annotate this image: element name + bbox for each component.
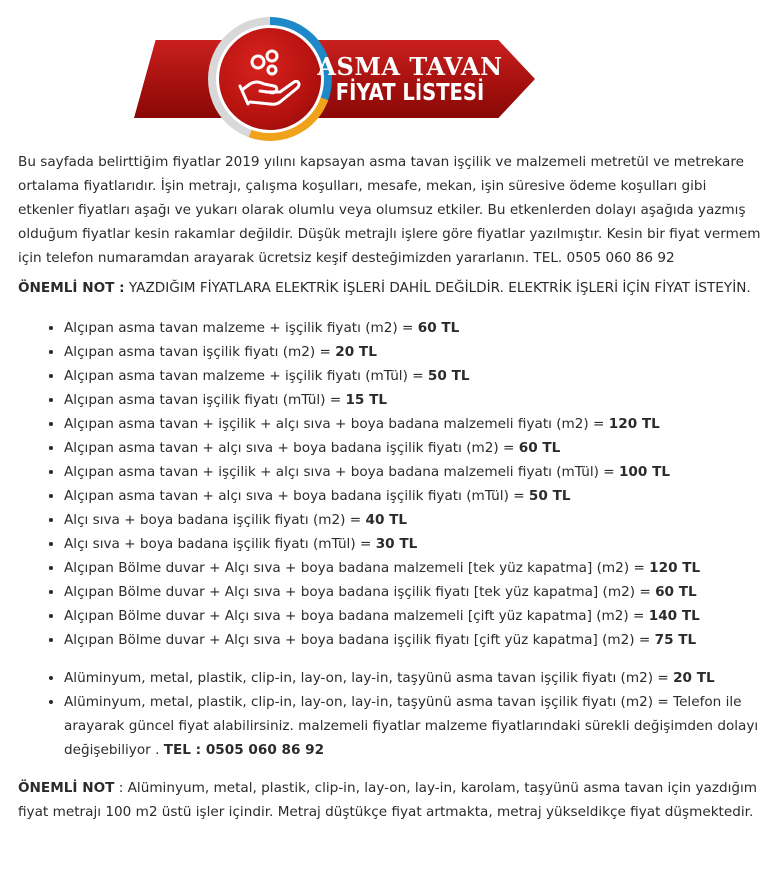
price-value: 75 TL [654, 632, 697, 648]
price-item-text: Alçıpan asma tavan malzeme + işçilik fiyatı (mTül) = [64, 368, 428, 384]
price-item-text: Alçıpan Bölme duvar + Alçı sıva + boya badana işçilik fiyatı [çift yüz kapatma] (m2) = [64, 632, 655, 648]
price-item-text: Alçıpan asma tavan + işçilik + alçı sıva + boya badana malzemeli fiyatı (m2) = [64, 416, 609, 432]
price-item [64, 628, 763, 652]
price-item-text: Alçıpan Bölme duvar + Alçı sıva + boya badana malzemeli [çift yüz kapatma] (m2) = [64, 608, 649, 624]
price-item [64, 556, 763, 580]
price-item [64, 580, 763, 604]
price-item [64, 364, 763, 388]
price-item [64, 460, 763, 484]
price-value: 15 TL [345, 392, 388, 408]
price-item-text: Alüminyum, metal, plastik, clip-in, lay-on, lay-in, taşyünü asma tavan işçilik fiyatı (m2) = [64, 670, 674, 686]
price-item-text: Alçı sıva + boya badana işçilik fiyatı (m2) = [64, 512, 366, 528]
hand-coins-icon [236, 46, 304, 108]
price-item [64, 388, 763, 412]
price-item [64, 412, 763, 436]
price-value: 120 TL [649, 560, 701, 576]
price-value: 50 TL [427, 368, 470, 384]
price-item [64, 436, 763, 460]
note-text: YAZDIĞIM FİYATLARA ELEKTRİK İŞLERİ DAHİL DEĞİLDİR. ELEKTRİK İŞLERİ İÇİN FİYAT İSTEYİN. [124, 280, 751, 296]
banner-title: ASMA TAVAN [317, 52, 503, 81]
price-item-text: Alçıpan asma tavan işçilik fiyatı (m2) = [64, 344, 336, 360]
price-item-text: Alçıpan asma tavan malzeme + işçilik fiyatı (m2) = [64, 320, 418, 336]
price-value: 60 TL [417, 320, 460, 336]
article-content [18, 150, 763, 824]
price-item [64, 508, 763, 532]
important-note-electric [18, 276, 763, 300]
price-item-text: Alçıpan asma tavan + işçilik + alçı sıva + boya badana malzemeli fiyatı (mTül) = [64, 464, 619, 480]
note-label: ÖNEMLİ NOT [18, 780, 115, 796]
important-note-metraj [18, 776, 763, 824]
price-item-text: Alçıpan asma tavan + alçı sıva + boya badana işçilik fiyatı (mTül) = [64, 488, 529, 504]
intro-paragraph: Bu sayfada belirttiğim fiyatlar 2019 yılını kapsayan asma tavan işçilik ve malzemeli metretül ve metrekare ortalama fiyatlarıdır. İşin metrajı, çalışma koşulları, mesafe, mekan, işin süresive ödeme koşulları gibi etkenler fiyatları aşağı ve yukarı olarak olumlu veya olumsuz etkiler. Bu etkenlerden dolayı aşağıda yazmış olduğum fiyatlar kesin rakamlar değildir. Düşük metrajlı işlere göre fiyatlar yazılmıştır. Kesin bir fiyat vermem için telefon numaramdan arayarak ücretsiz keşif desteğimizden yararlanın. TEL. 0505 060 86 92 [18, 154, 761, 266]
price-value: 60 TL [518, 440, 561, 456]
note-text: : Alüminyum, metal, plastik, clip-in, lay-on, lay-in, karolam, taşyünü asma tavan için yazdığım fiyat metrajı 100 m2 üstü işler içindir. Metraj düştükçe fiyat artmakta, metraj yükseldikçe fiyat düşmektedir. [18, 780, 758, 820]
price-value: 60 TL [655, 584, 697, 600]
phone-number: TEL : 0505 060 86 92 [163, 742, 325, 758]
price-value: 100 TL [618, 464, 671, 480]
price-value: 50 TL [528, 488, 571, 504]
price-item-text: Alçıpan asma tavan işçilik fiyatı (mTül) = [64, 392, 346, 408]
price-item-text: Alçıpan Bölme duvar + Alçı sıva + boya badana işçilik fiyatı [tek yüz kapatma] (m2) = [64, 584, 656, 600]
price-item [64, 690, 763, 762]
price-item [64, 316, 763, 340]
price-item [64, 532, 763, 556]
price-value: 20 TL [335, 344, 377, 360]
price-item-text: Alçı sıva + boya badana işçilik fiyatı (mTül) = [64, 536, 376, 552]
price-value: 30 TL [375, 536, 418, 552]
price-item [64, 340, 763, 364]
banner-subtitle: FİYAT LİSTESİ [335, 80, 485, 106]
price-item [64, 666, 763, 690]
note-label: ÖNEMLİ NOT : [18, 280, 125, 296]
price-item [64, 604, 763, 628]
price-value: 40 TL [365, 512, 408, 528]
price-list-banner [0, 0, 769, 150]
price-item-text: Alçıpan asma tavan + alçı sıva + boya badana işçilik fiyatı (m2) = [64, 440, 519, 456]
price-item [64, 484, 763, 508]
price-value: 120 TL [608, 416, 660, 432]
price-item-text: Alçıpan Bölme duvar + Alçı sıva + boya badana malzemeli [tek yüz kapatma] (m2) = [64, 560, 650, 576]
price-value: 140 TL [648, 608, 700, 624]
price-value: 20 TL [673, 670, 715, 686]
aluminium-price-list [18, 666, 763, 762]
price-item-text: Alüminyum, metal, plastik, clip-in, lay-on, lay-in, taşyünü asma tavan işçilik fiyatı (m2) = Telefon ile arayarak güncel fiyat alabilirsiniz. malzemeli fiyatlar malzeme fiyatlarındaki sürekli değişimden dolayı değişebiliyor . [64, 694, 759, 758]
price-list [18, 316, 763, 652]
